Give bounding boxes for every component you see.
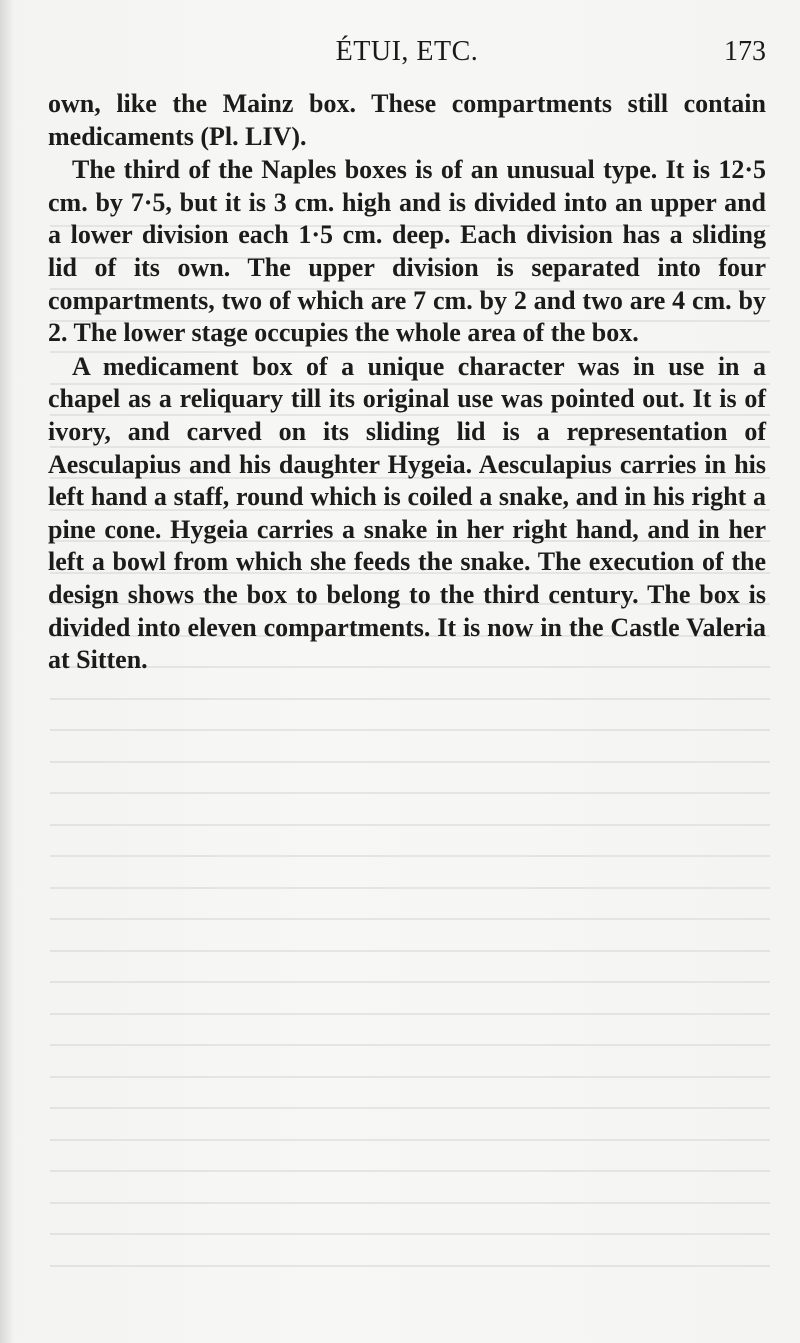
body-text xyxy=(48,88,766,677)
page-number: 173 xyxy=(724,36,766,67)
paragraph-continued: own, like the Mainz box. These compartments still contain medicaments (Pl. LIV). xyxy=(48,89,766,151)
paragraph-naples-box: The third of the Naples boxes is of an unusual type. It is 12·5 cm. by 7·5, but it is 3 cm. high and is divided into an upper and a lower division each 1·5 cm. deep. Each division has a sliding lid of its own. The upper division is separated into four compartments, two of which are 7 cm. by 2 and two are 4 cm. by 2. The lower stage occupies the whole area of the box. xyxy=(48,155,766,348)
running-title: ÉTUI, ETC. xyxy=(335,36,479,67)
running-head xyxy=(48,34,766,74)
paragraph-medicament-box: A medicament box of a unique character was in use in a chapel as a reliquary till its original use was pointed out. It is of ivory, and carved on its sliding lid is a representation of Aesculapius and his daughter Hygeia. Aesculapius carries in his left hand a staff, round which is coiled a snake, and in his right a pine cone. Hygeia carries a snake in her right hand, and in her left a bowl from which she feeds the snake. The execution of the design shows the box to belong to the third century. The box is divided into eleven compartments. It is now in the Castle Valeria at Sitten. xyxy=(48,351,766,675)
